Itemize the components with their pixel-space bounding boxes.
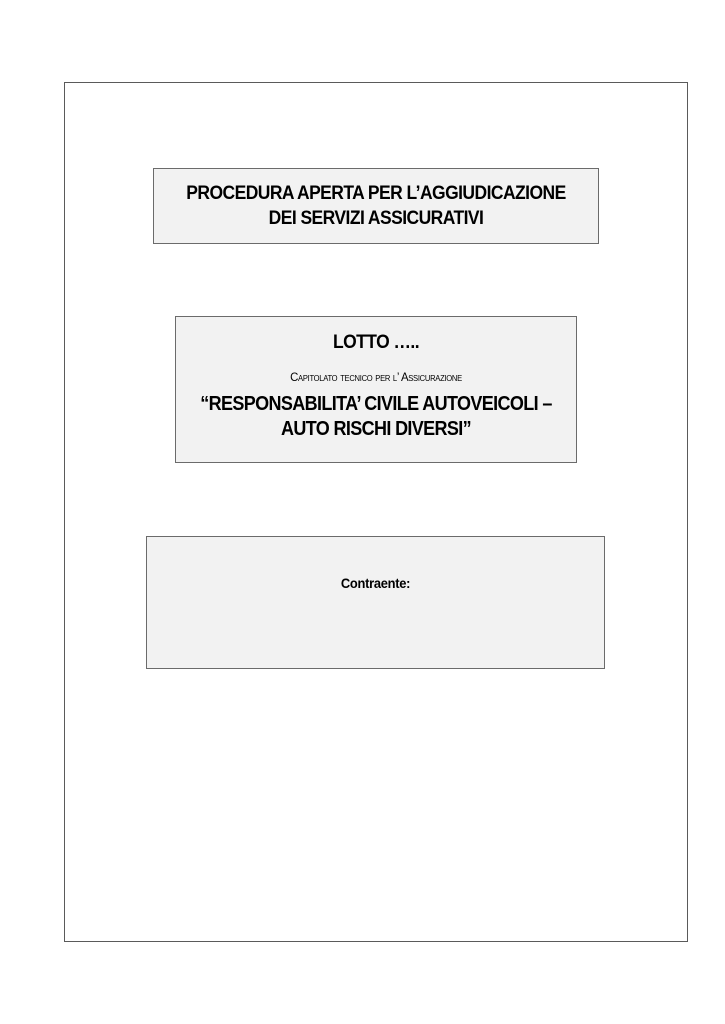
title-line-1: PROCEDURA APERTA PER L’AGGIUDICAZIONE: [186, 183, 566, 204]
title-line-2: DEI SERVIZI ASSICURATIVI: [268, 208, 484, 229]
coverage-line-1: “RESPONSABILITA’ CIVILE AUTOVEICOLI –: [200, 393, 552, 415]
coverage-line-2: AUTO RISCHI DIVERSI”: [280, 418, 472, 440]
lotto-box: [175, 316, 577, 463]
title-box: [153, 168, 599, 244]
contraente-box: [146, 536, 605, 669]
contraente-label: Contraente:: [340, 575, 411, 591]
subtitle: Capitolato tecnico per l’ Assicurazione: [290, 370, 462, 384]
lotto-title: LOTTO …..: [333, 332, 419, 353]
